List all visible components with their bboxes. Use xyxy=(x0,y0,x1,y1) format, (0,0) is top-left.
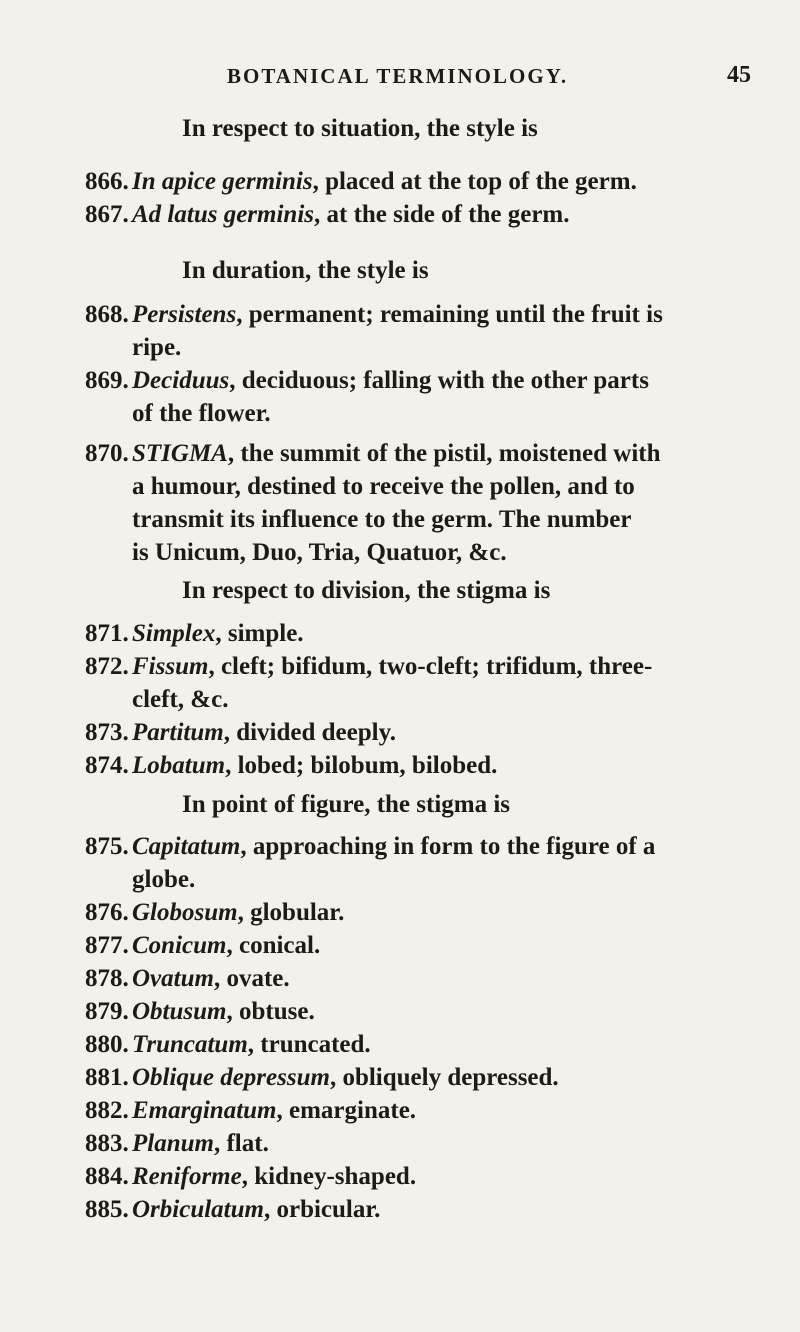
entry-text xyxy=(132,995,315,1029)
latin-term: Persistens xyxy=(132,301,237,328)
entry-number: 877. xyxy=(85,932,129,959)
continuation-text: transmit its influence to the germ. The number xyxy=(132,506,632,533)
glossary-entry xyxy=(0,929,800,963)
continuation-text: ripe. xyxy=(132,334,182,361)
latin-term: Capitatum xyxy=(132,833,241,860)
entry-number: 867. xyxy=(85,201,129,228)
latin-term: Simplex xyxy=(132,620,216,647)
glossary-entry xyxy=(0,1193,800,1227)
definition: , emarginate. xyxy=(276,1097,417,1124)
entry-text xyxy=(132,749,497,783)
entry-continuation xyxy=(0,331,800,365)
latin-term: Lobatum xyxy=(132,752,226,779)
entry-continuation xyxy=(0,683,800,717)
latin-term: Oblique depressum xyxy=(132,1064,330,1091)
definition: , deciduous; falling with the other parts xyxy=(229,367,649,394)
latin-term: Obtusum xyxy=(132,998,227,1025)
latin-term: Deciduus xyxy=(132,367,230,394)
subheading-text: In respect to situation, the style is xyxy=(182,115,538,142)
entry-number: 871. xyxy=(85,620,129,647)
definition: , cleft; bifidum, two-cleft; trifidum, three- xyxy=(208,653,653,680)
latin-term: Fissum xyxy=(132,653,209,680)
glossary-entry xyxy=(0,1094,800,1128)
entry-text xyxy=(132,1061,559,1095)
entry-number: 879. xyxy=(85,998,129,1025)
entry-number: 880. xyxy=(85,1031,129,1058)
latin-term: Conicum xyxy=(132,932,227,959)
definition: , obliquely depressed. xyxy=(329,1064,559,1091)
definition: , the summit of the pistil, moistened with xyxy=(227,440,661,467)
glossary-entry xyxy=(0,1061,800,1095)
definition: , kidney-shaped. xyxy=(241,1163,417,1190)
continuation-text: cleft, &c. xyxy=(132,686,229,713)
definition: , approaching in form to the figure of a xyxy=(240,833,656,860)
definition: , ovate. xyxy=(213,965,290,992)
definition: , orbicular. xyxy=(263,1196,381,1223)
entry-text xyxy=(132,650,652,684)
entry-number: 885. xyxy=(85,1196,129,1223)
section-subheading xyxy=(0,788,800,822)
definition: , conical. xyxy=(226,932,321,959)
entry-number: 868. xyxy=(85,301,129,328)
latin-term: Ovatum xyxy=(132,965,214,992)
subheading-text: In respect to division, the stigma is xyxy=(182,577,551,604)
entry-text xyxy=(132,896,344,930)
entry-text xyxy=(132,1127,269,1161)
entry-number: 869. xyxy=(85,367,129,394)
glossary-entry xyxy=(0,1127,800,1161)
glossary-entry xyxy=(0,437,800,471)
latin-term: Orbiculatum xyxy=(132,1196,264,1223)
entry-text xyxy=(132,437,661,471)
running-title: BOTANICAL TERMINOLOGY. xyxy=(227,64,569,88)
subheading-text: In point of figure, the stigma is xyxy=(182,791,511,818)
glossary-entry xyxy=(0,198,800,232)
entry-text xyxy=(132,165,637,199)
latin-term: Globosum xyxy=(132,899,238,926)
latin-term: Emarginatum xyxy=(132,1097,277,1124)
glossary-entry xyxy=(0,364,800,398)
definition: , flat. xyxy=(213,1130,269,1157)
latin-term: Partitum xyxy=(132,719,224,746)
glossary-entry xyxy=(0,650,800,684)
entry-number: 866. xyxy=(85,168,129,195)
entry-continuation xyxy=(0,470,800,504)
glossary-entry xyxy=(0,1028,800,1062)
entry-text xyxy=(132,1094,416,1128)
definition: , truncated. xyxy=(247,1031,371,1058)
definition: , permanent; remaining until the fruit is xyxy=(236,301,663,328)
section-subheading xyxy=(0,254,800,288)
entry-number: 881. xyxy=(85,1064,129,1091)
section-subheading xyxy=(0,112,800,146)
entry-number: 876. xyxy=(85,899,129,926)
entry-text xyxy=(132,1028,371,1062)
latin-term: Ad latus germinis xyxy=(132,201,314,228)
definition: , simple. xyxy=(215,620,304,647)
glossary-entry xyxy=(0,962,800,996)
continuation-text: globe. xyxy=(132,866,196,893)
definition: , lobed; bilobum, bilobed. xyxy=(225,752,498,779)
entry-number: 882. xyxy=(85,1097,129,1124)
definition: , globular. xyxy=(237,899,345,926)
glossary-entry xyxy=(0,749,800,783)
latin-term: Reniforme xyxy=(132,1163,242,1190)
entry-text xyxy=(132,1160,416,1194)
continuation-text: a humour, destined to receive the pollen, and to xyxy=(132,473,635,500)
definition: , at the side of the germ. xyxy=(314,201,570,228)
entry-number: 874. xyxy=(85,752,129,779)
entry-text xyxy=(132,617,304,651)
latin-term: Truncatum xyxy=(132,1031,248,1058)
entry-text xyxy=(132,830,655,864)
entry-number: 878. xyxy=(85,965,129,992)
subheading-text: In duration, the style is xyxy=(182,257,429,284)
page-header xyxy=(0,64,800,96)
glossary-entry xyxy=(0,617,800,651)
definition: , placed at the top of the germ. xyxy=(312,168,637,195)
latin-term: Planum xyxy=(132,1130,214,1157)
continuation-text: of the flower. xyxy=(132,400,271,427)
glossary-entry xyxy=(0,298,800,332)
glossary-entry xyxy=(0,1160,800,1194)
entry-number: 870. xyxy=(85,440,129,467)
glossary-entry xyxy=(0,716,800,750)
entry-text xyxy=(132,929,320,963)
glossary-entry xyxy=(0,995,800,1029)
latin-term: In apice germinis xyxy=(132,168,313,195)
entry-continuation xyxy=(0,503,800,537)
entry-text xyxy=(132,364,649,398)
entry-text xyxy=(132,716,396,750)
entry-text xyxy=(132,1193,380,1227)
entry-text xyxy=(132,298,663,332)
glossary-entry xyxy=(0,896,800,930)
continuation-text: is Unicum, Duo, Tria, Quatuor, &c. xyxy=(132,539,507,566)
entry-number: 883. xyxy=(85,1130,129,1157)
entry-continuation xyxy=(0,536,800,570)
entry-continuation xyxy=(0,397,800,431)
latin-term: STIGMA xyxy=(132,440,228,467)
entry-text xyxy=(132,962,290,996)
definition: , obtuse. xyxy=(226,998,315,1025)
entry-number: 875. xyxy=(85,833,129,860)
glossary-entry xyxy=(0,830,800,864)
glossary-entry xyxy=(0,165,800,199)
entry-text xyxy=(132,198,570,232)
section-subheading xyxy=(0,574,800,608)
definition: , divided deeply. xyxy=(223,719,396,746)
entry-number: 873. xyxy=(85,719,129,746)
entry-continuation xyxy=(0,863,800,897)
page-number: 45 xyxy=(727,62,751,88)
entry-number: 872. xyxy=(85,653,129,680)
entry-number: 884. xyxy=(85,1163,129,1190)
